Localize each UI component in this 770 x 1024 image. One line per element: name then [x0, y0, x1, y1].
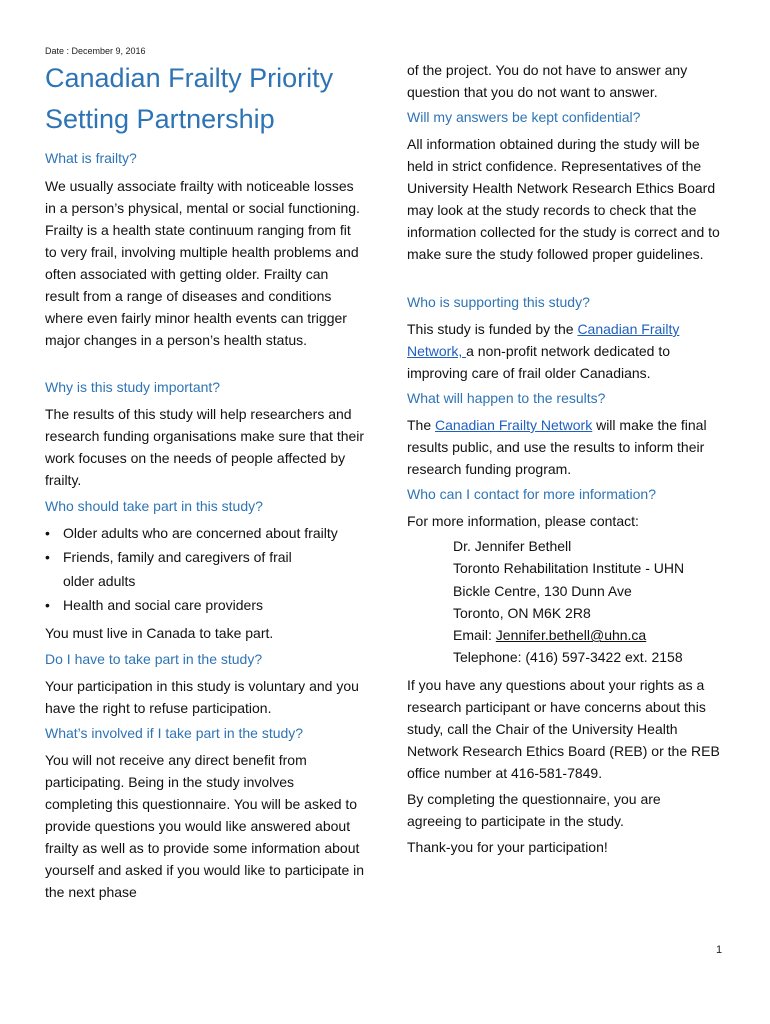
supporting-text-start: This study is funded by the	[407, 321, 578, 337]
paragraph-involved: You will not receive any direct benefit from participating. Being in the study involves completing this questionnaire. You will be asked to provide questions you would like answered about frailty as well as to provide some information about yourself and asked if you would like to participate in the next phase	[45, 752, 365, 900]
paragraph-voluntary: Your participation in this study is voluntary and you have the right to refuse participation.	[45, 678, 359, 716]
heading-whats-involved: What’s involved if I take part in the study?	[45, 725, 304, 741]
contact-email-row	[453, 624, 684, 646]
heading-do-i-have-to: Do I have to take part in the study?	[45, 651, 263, 667]
paragraph-contact-intro: For more information, please contact:	[407, 513, 639, 529]
canadian-frailty-network-link-2[interactable]: Canadian Frailty Network	[435, 417, 593, 433]
supporting-text-end: a non-profit network dedicated to improving care of frail older Canadians.	[407, 343, 671, 381]
contact-organization: Toronto Rehabilitation Institute - UHN	[453, 560, 685, 577]
contact-name: Dr. Jennifer Bethell	[453, 538, 572, 554]
results-text-start: The	[407, 417, 436, 433]
paragraph-confidential: All information obtained during the study will be held in strict confidence. Representatives of the University Health Network Research Ethics Board may look at the study records to check that the information collected for the study is correct and to make sure the study followed proper guidelines.	[407, 136, 720, 262]
paragraph-thanks: Thank-you for your participation!	[407, 839, 608, 855]
heading-who-is-supporting: Who is supporting this study?	[407, 294, 590, 310]
list-item: • Health and social care providers	[45, 593, 370, 617]
paragraph-live-in-canada: You must live in Canada to take part.	[45, 625, 274, 641]
heading-what-is-frailty: What is frailty?	[45, 150, 137, 166]
heading-results: What will happen to the results?	[407, 390, 606, 406]
canadian-frailty-network-link[interactable]: Canadian Frailty Network,	[407, 321, 680, 359]
list-item: • Friends, family and caregivers of frail older adults	[45, 545, 323, 593]
heading-who-should-take-part: Who should take part in this study?	[45, 498, 263, 514]
contact-email-label: Email:	[453, 627, 496, 644]
paragraph-supporting	[407, 318, 707, 384]
paragraph-results	[407, 414, 707, 480]
paragraph-rights: If you have any questions about your rights as a research participant or have concerns about this study, call the Chair of the University Health Network Research Ethics Board (REB) or the REB office number at 416-581-7849.	[407, 677, 720, 781]
heading-why-important: Why is this study important?	[45, 379, 221, 395]
paragraph-continued: of the project. You do not have to answer any question that you do not want to answer.	[407, 62, 688, 100]
contact-phone: Telephone: (416) 597-3422 ext. 2158	[453, 649, 683, 666]
list-item: • Older adults who are concerned about frailty	[45, 521, 370, 545]
contact-address-line2: Toronto, ON M6K 2R8	[453, 604, 591, 621]
heading-confidential: Will my answers be kept confidential?	[407, 109, 641, 125]
contact-block	[453, 535, 684, 669]
paragraph-agree: By completing the questionnaire, you are agreeing to participate in the study.	[407, 791, 661, 829]
document-date: Date : December 9, 2016	[45, 46, 146, 56]
page-number: 1	[716, 944, 723, 956]
page-title: Canadian Frailty Priority Setting Partnership	[45, 63, 334, 134]
contact-email-link[interactable]: Jennifer.bethell@uhn.ca	[495, 627, 647, 644]
heading-contact: Who can I contact for more information?	[407, 486, 656, 502]
paragraph-important: The results of this study will help researchers and research funding organisations make sure that their work focuses on the needs of people affected by frailty.	[45, 406, 365, 488]
contact-address-line1: Bickle Centre, 130 Dunn Ave	[453, 582, 632, 599]
participant-list	[45, 521, 370, 617]
results-text-end: will make the final results public, and use the results to inform their research funding program.	[407, 417, 707, 477]
paragraph-frailty: We usually associate frailty with noticeable losses in a person’s physical, mental or social functioning. Frailty is a health state continuum ranging from fit to very frail, involving multiple health problems and often associated with getting older. Frailty can result from a range of diseases and conditions where even fairly minor health events can trigger major changes in a person’s health status.	[45, 178, 360, 348]
